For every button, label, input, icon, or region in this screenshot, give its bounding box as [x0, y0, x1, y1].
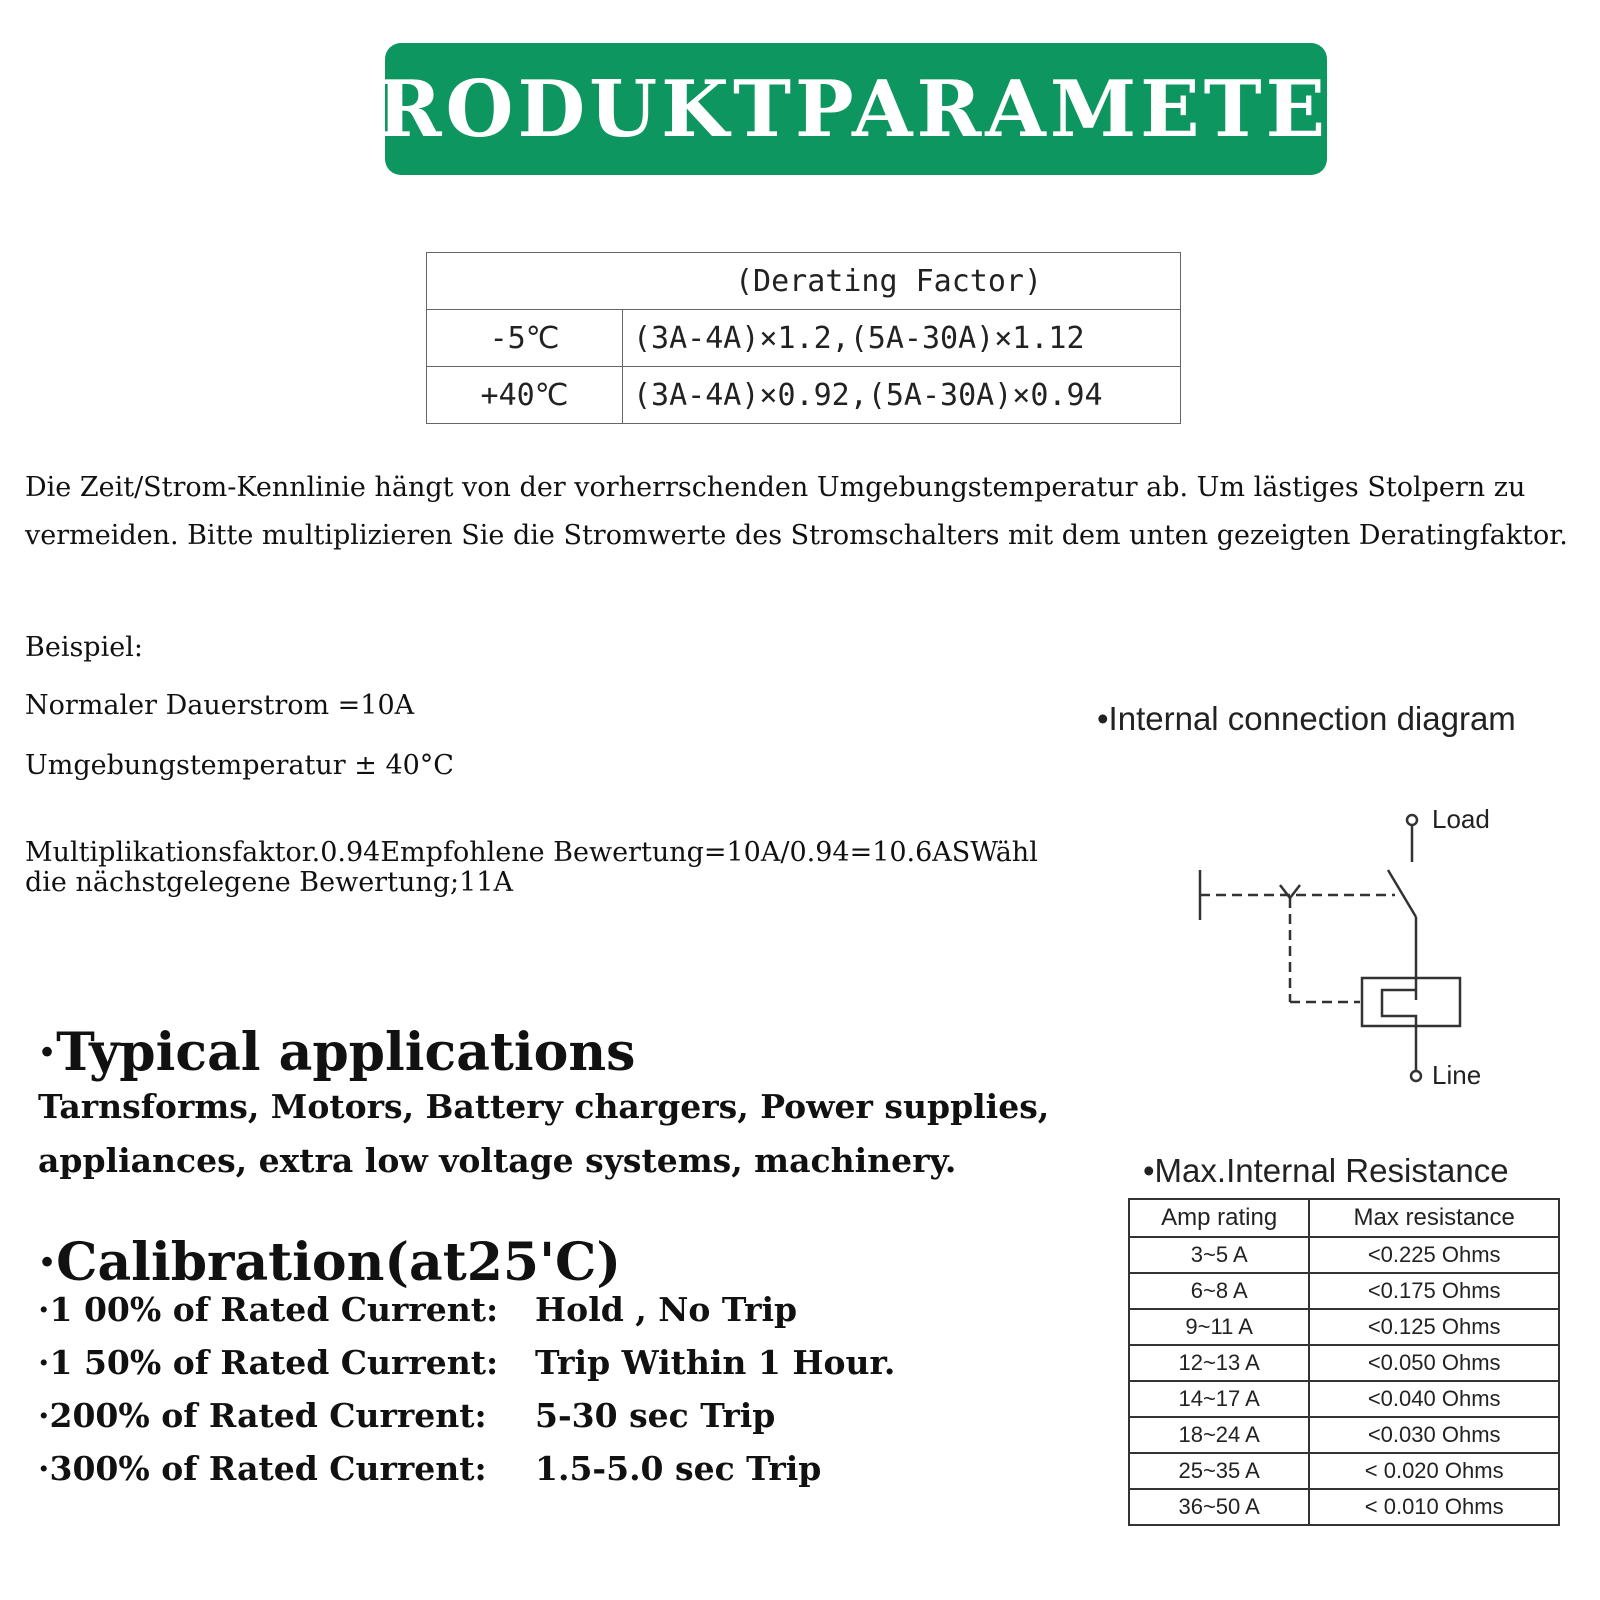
bimetal-element-icon	[1362, 978, 1460, 1026]
table-header-row	[1129, 1199, 1559, 1237]
resistance-cell: <0.175 Ohms	[1309, 1273, 1559, 1309]
example-factor-line-a: Multiplikationsfaktor.0.94Empfohlene Bewertung=10A/0.94=10.6ASWähl	[25, 838, 1038, 868]
amp-rating-cell: 6~8 A	[1129, 1273, 1309, 1309]
derating-factor-table	[426, 252, 1181, 424]
temperature-cell: +40℃	[427, 367, 623, 424]
amp-rating-cell: 18~24 A	[1129, 1417, 1309, 1453]
resistance-cell: < 0.020 Ohms	[1309, 1453, 1559, 1489]
line-terminal-icon	[1411, 1071, 1421, 1081]
calibration-title: ·Calibration(at25'C)	[38, 1232, 621, 1293]
calibration-value: Trip Within 1 Hour.	[535, 1343, 896, 1382]
table-header-row	[427, 253, 1181, 310]
factor-cell: (3A-4A)×0.92,(5A-30A)×0.94	[623, 367, 1181, 424]
example-factor-line-b: die nächstgelegene Bewertung;11A	[25, 867, 513, 898]
resistance-cell: < 0.010 Ohms	[1309, 1489, 1559, 1525]
resistance-cell: <0.050 Ohms	[1309, 1345, 1559, 1381]
resistance-table-title: •Max.Internal Resistance	[1143, 1152, 1509, 1189]
internal-connection-diagram	[1180, 790, 1480, 1090]
resistance-cell: <0.125 Ohms	[1309, 1309, 1559, 1345]
calibration-value: 1.5-5.0 sec Trip	[535, 1449, 822, 1488]
column-header-max-resistance: Max resistance	[1309, 1199, 1559, 1237]
calibration-label: ·300% of Rated Current:	[38, 1449, 487, 1488]
example-line-current: Normaler Dauerstrom =10A	[25, 690, 415, 721]
calibration-label: ·1 00% of Rated Current:	[38, 1290, 499, 1329]
table-row	[1129, 1453, 1559, 1489]
amp-rating-cell: 25~35 A	[1129, 1453, 1309, 1489]
column-header-amp-rating: Amp rating	[1129, 1199, 1309, 1237]
example-line-factor	[25, 838, 1090, 898]
amp-rating-cell: 36~50 A	[1129, 1489, 1309, 1525]
table-row	[427, 310, 1181, 367]
load-label: Load	[1432, 804, 1490, 834]
table-row	[1129, 1273, 1559, 1309]
table-row	[1129, 1381, 1559, 1417]
calibration-label: ·1 50% of Rated Current:	[38, 1343, 499, 1382]
page-title: PRODUKTPARAMETER	[314, 63, 1398, 155]
table-row	[1129, 1309, 1559, 1345]
resistance-cell: <0.225 Ohms	[1309, 1237, 1559, 1273]
amp-rating-cell: 12~13 A	[1129, 1345, 1309, 1381]
amp-rating-cell: 9~11 A	[1129, 1309, 1309, 1345]
amp-rating-cell: 14~17 A	[1129, 1381, 1309, 1417]
factor-cell: (3A-4A)×1.2,(5A-30A)×1.12	[623, 310, 1181, 367]
table-row	[1129, 1489, 1559, 1525]
resistance-cell: <0.030 Ohms	[1309, 1417, 1559, 1453]
table-row	[1129, 1417, 1559, 1453]
typical-applications-title: ·Typical applications	[38, 1022, 636, 1083]
title-banner	[314, 43, 1398, 175]
example-heading: Beispiel:	[25, 632, 143, 663]
temperature-cell: -5℃	[427, 310, 623, 367]
resistance-cell: <0.040 Ohms	[1309, 1381, 1559, 1417]
typical-applications-text: Tarnsforms, Motors, Battery chargers, Power supplies, appliances, extra low voltage systems, machinery.	[38, 1087, 1050, 1180]
table-row	[427, 367, 1181, 424]
intro-paragraph: Die Zeit/Strom-Kennlinie hängt von der vorherrschenden Umgebungstemperatur ab. Um lästiges Stolpern zu vermeiden. Bitte multiplizieren Sie die Stromwerte des Stromschalters mit dem unten gezeigten Deratingfaktor.	[25, 472, 1568, 551]
calibration-value: Hold , No Trip	[535, 1290, 798, 1329]
table-row	[1129, 1345, 1559, 1381]
max-resistance-table	[1128, 1198, 1560, 1526]
line-label: Line	[1432, 1060, 1482, 1090]
derating-factor-header: (Derating Factor)	[427, 253, 1181, 310]
table-row	[1129, 1237, 1559, 1273]
switch-contact-icon	[1388, 870, 1416, 917]
calibration-label: ·200% of Rated Current:	[38, 1396, 487, 1435]
calibration-value: 5-30 sec Trip	[535, 1396, 776, 1435]
amp-rating-cell: 3~5 A	[1129, 1237, 1309, 1273]
load-terminal-icon	[1407, 815, 1417, 825]
connection-diagram-title: •Internal connection diagram	[1097, 700, 1516, 737]
example-line-temperature: Umgebungstemperatur ± 40°C	[25, 750, 454, 781]
